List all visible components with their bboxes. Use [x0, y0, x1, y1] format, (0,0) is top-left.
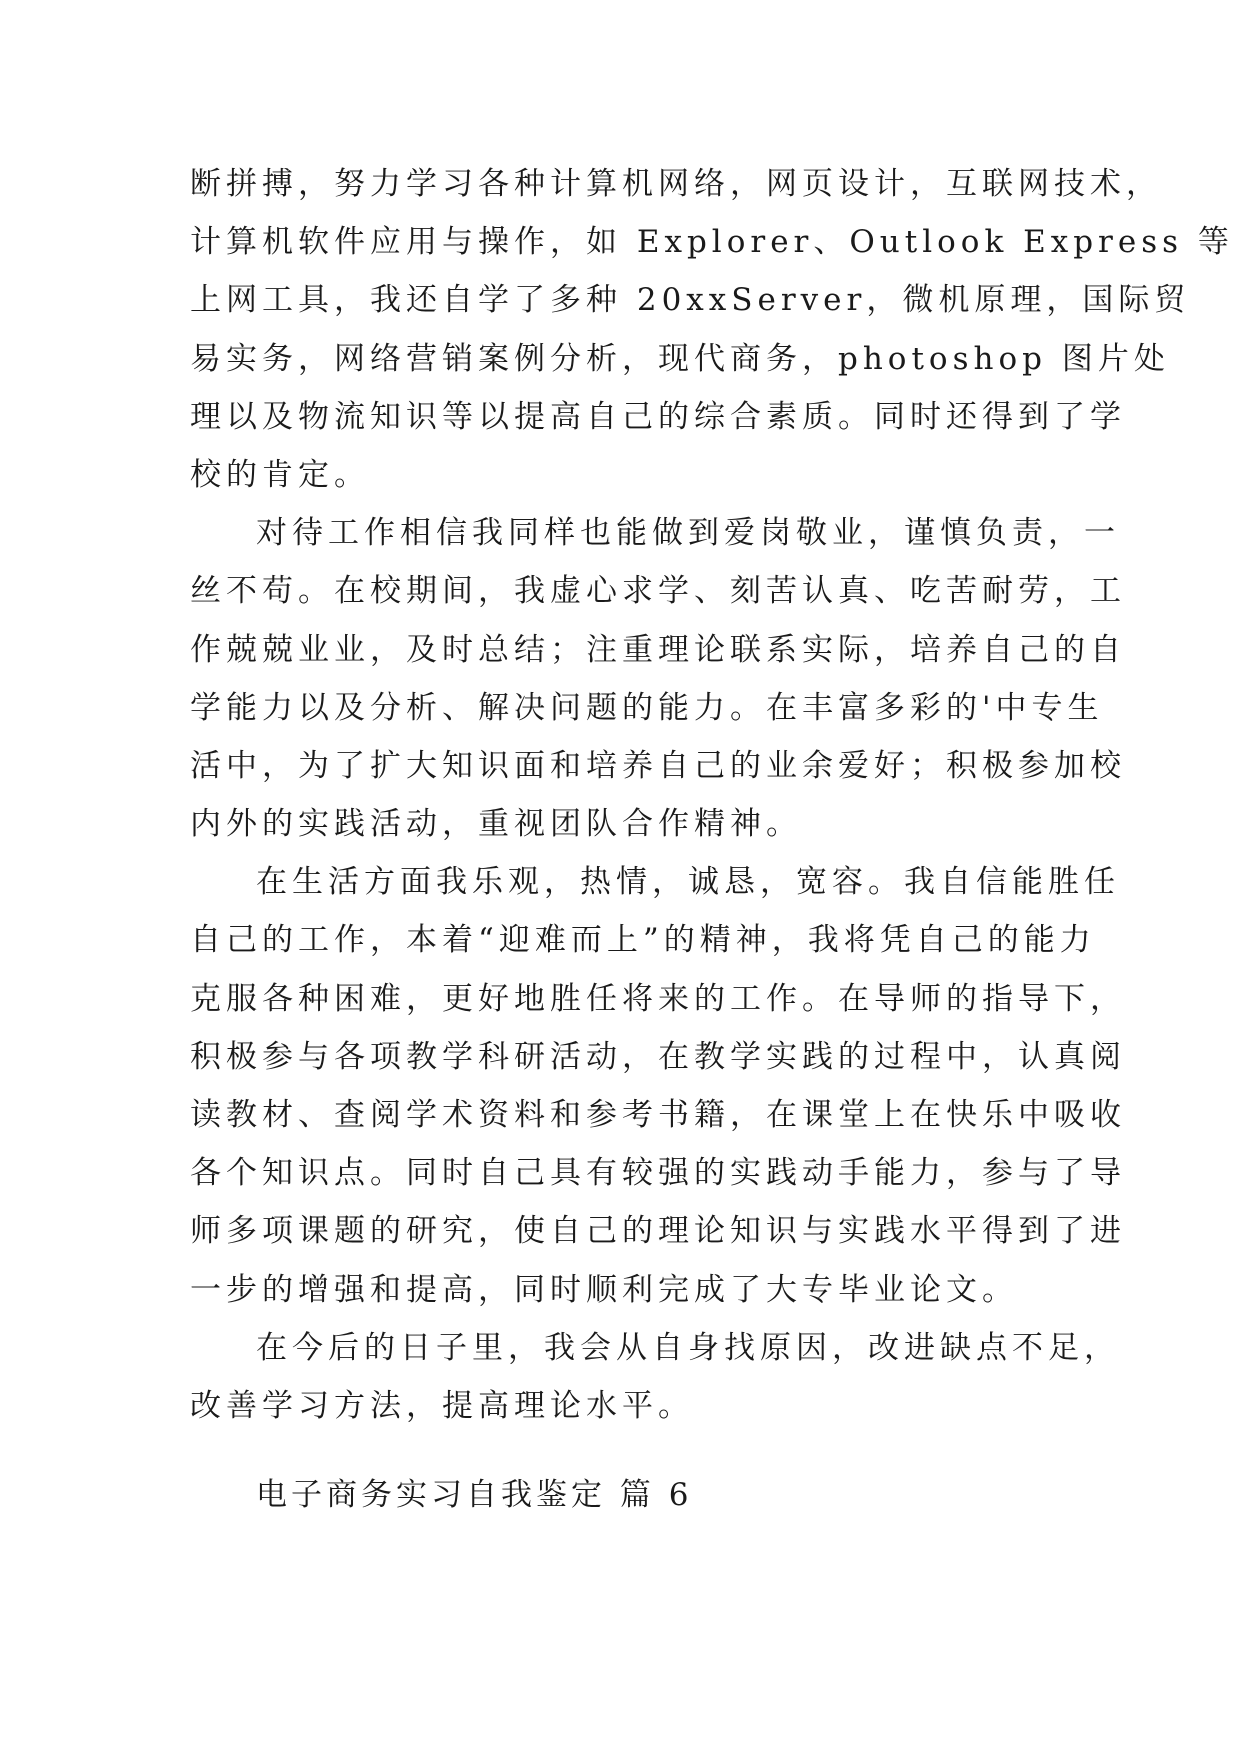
section-heading: 电子商务实习自我鉴定 篇 6 [256, 1477, 693, 1513]
text-line: 作兢兢业业，及时总结；注重理论联系实际，培养自己的自 [190, 631, 1126, 668]
text-line: 对待工作相信我同样也能做到爱岗敬业，谨慎负责，一 [256, 515, 1120, 552]
text-line: 断拼搏，努力学习各种计算机网络，网页设计，互联网技术， [190, 166, 1162, 202]
text-line: 校的肯定。 [190, 456, 370, 493]
paragraph-4 [190, 1319, 1120, 1435]
text-line: 师多项课题的研究，使自己的理论知识与实践水平得到了进 [190, 1213, 1126, 1250]
text-line: 易实务，网络营销案例分析，现代商务，photoshop 图片处 [190, 340, 1170, 377]
text-line: 读教材、查阅学术资料和参考书籍，在课堂上在快乐中吸收 [190, 1097, 1126, 1133]
text-line: 上网工具，我还自学了多种 20xxServer，微机原理，国际贸 [190, 282, 1191, 319]
text-line: 计算机软件应用与操作，如 Explorer、Outlook Express 等 [190, 224, 1234, 261]
text-line: 自己的工作，本着“迎难而上”的精神，我将凭自己的能力 [190, 922, 1096, 959]
text-line: 积极参与各项教学科研活动，在教学实践的过程中，认真阅 [190, 1038, 1126, 1075]
text-line: 在生活方面我乐观，热情，诚恳，宽容。我自信能胜任 [256, 864, 1120, 901]
paragraph-2 [190, 504, 1126, 853]
text-line: 内外的实践活动，重视团队合作精神。 [190, 806, 802, 843]
paragraph-3 [190, 853, 1126, 1319]
text-line: 丝不苟。在校期间，我虚心求学、刻苦认真、吃苦耐劳，工 [190, 573, 1126, 610]
text-line: 理以及物流知识等以提高自己的综合素质。同时还得到了学 [190, 398, 1126, 435]
document-body [190, 155, 1234, 1435]
text-line: 改善学习方法，提高理论水平。 [190, 1387, 694, 1424]
text-line: 各个知识点。同时自己具有较强的实践动手能力，参与了导 [190, 1155, 1126, 1192]
text-line: 在今后的日子里，我会从自身找原因，改进缺点不足， [256, 1329, 1120, 1366]
text-line: 学能力以及分析、解决问题的能力。在丰富多彩的'中专生 [190, 689, 1104, 726]
paragraph-1 [190, 155, 1234, 504]
text-line: 克服各种困难，更好地胜任将来的工作。在导师的指导下， [190, 980, 1126, 1017]
text-line: 一步的增强和提高，同时顺利完成了大专毕业论文。 [190, 1271, 1018, 1308]
text-line: 活中，为了扩大知识面和培养自己的业余爱好；积极参加校 [190, 747, 1126, 784]
